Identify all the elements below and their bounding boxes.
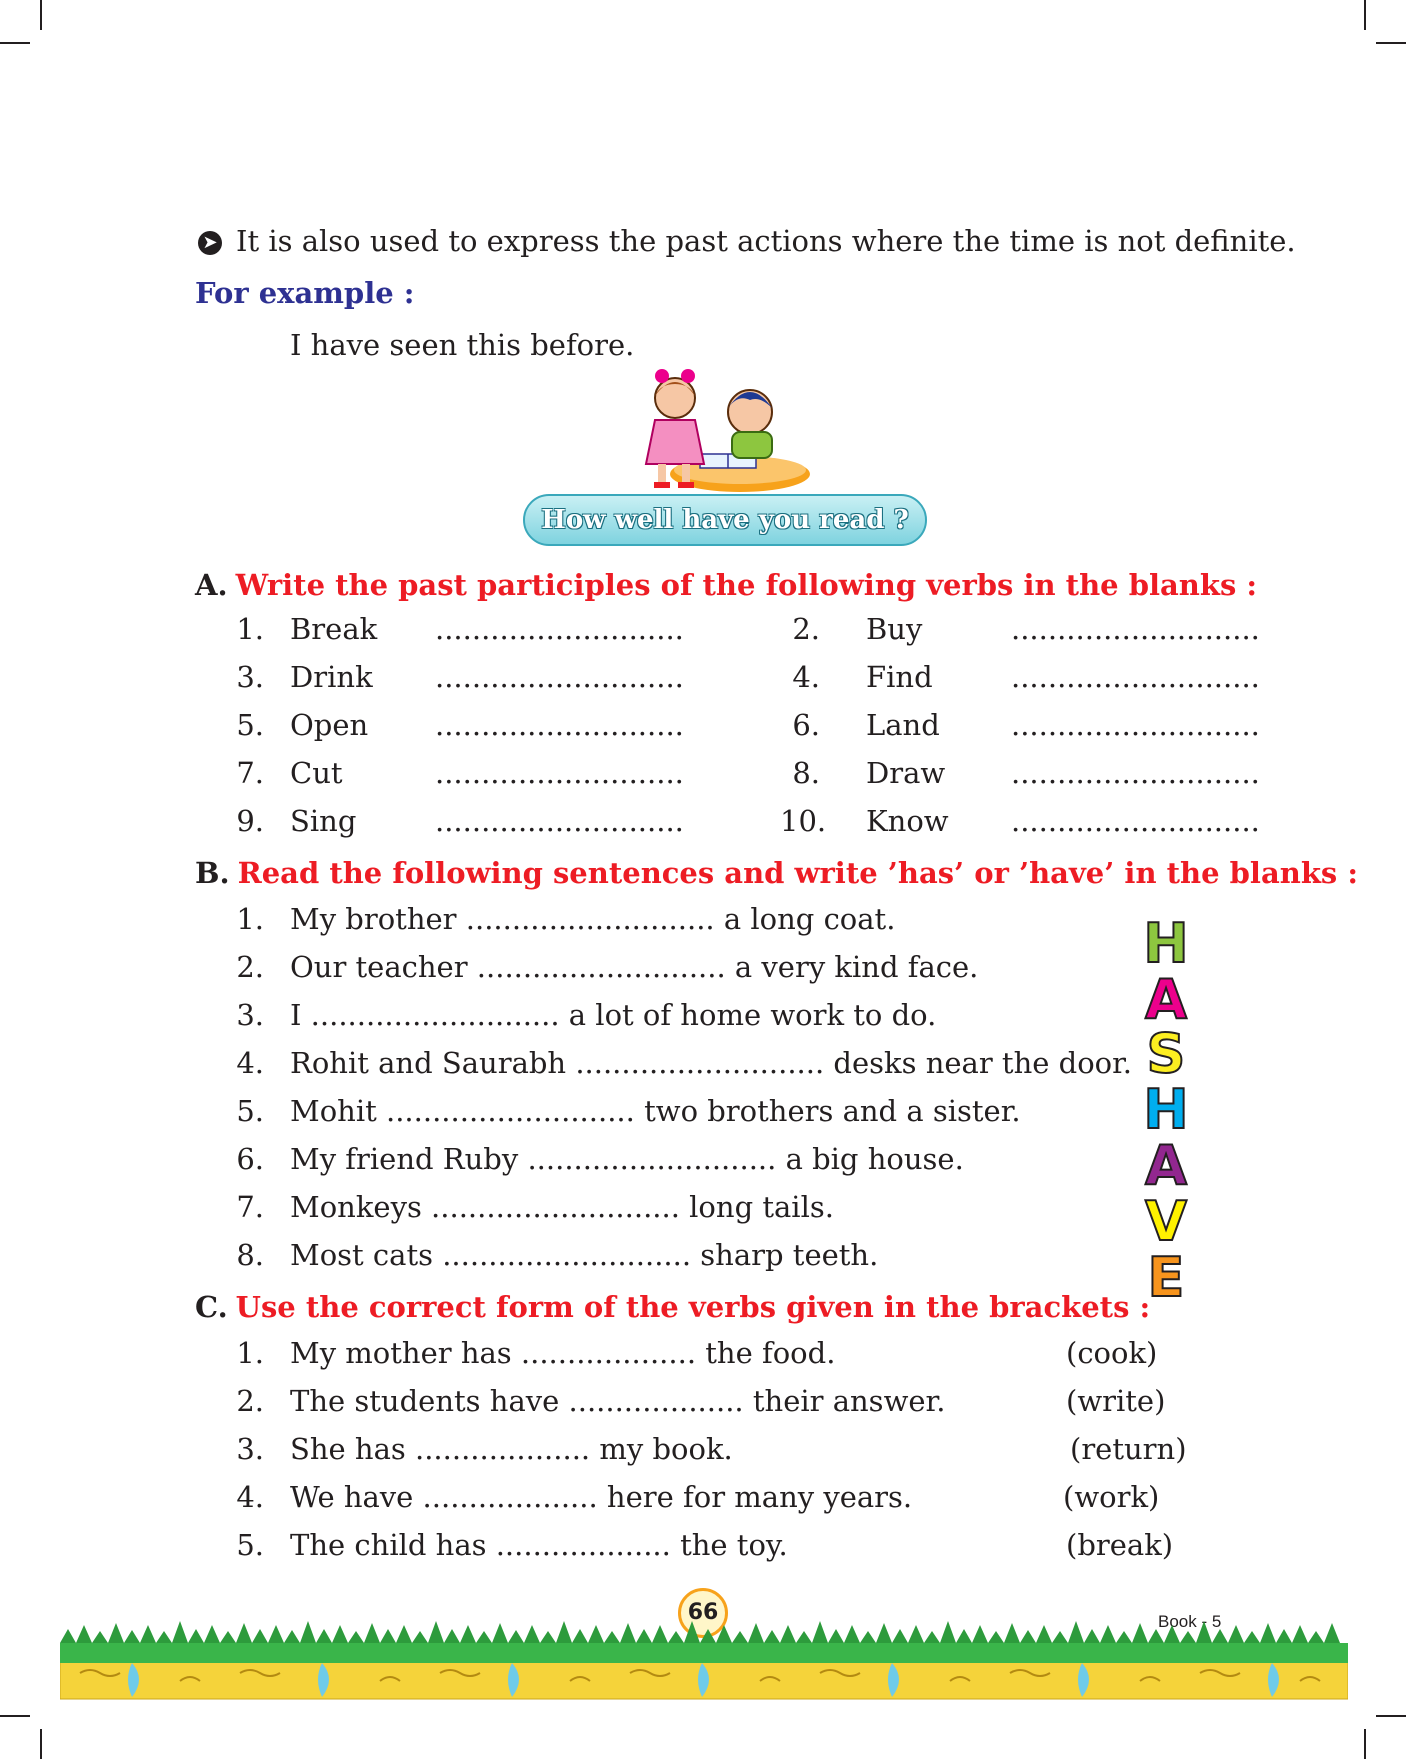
- letter-mark: H: [1143, 1078, 1189, 1141]
- crop-mark: [1376, 42, 1406, 44]
- answer-blank[interactable]: ...........................: [1011, 612, 1260, 646]
- has-have-letters-illustration: [1132, 910, 1202, 1310]
- quiz-banner: How well have you read ?: [523, 494, 927, 546]
- section-c-heading: [195, 1290, 1150, 1324]
- list-item: 9. Sing ........................... 10. Know ...........................: [236, 804, 1260, 838]
- section-b-heading: [195, 856, 1358, 890]
- list-item: 7. Cut ........................... 8. Draw ...........................: [236, 756, 1260, 790]
- letter-mark: V: [1145, 1190, 1187, 1253]
- crop-mark: [1376, 1715, 1406, 1717]
- example-sentence: I have seen this before.: [290, 328, 635, 362]
- page-number: 66: [678, 1588, 728, 1638]
- answer-blank[interactable]: ...........................: [435, 612, 684, 646]
- arrow-right-icon: ➤: [198, 231, 222, 255]
- crop-mark: [1364, 1729, 1366, 1759]
- footer-landscape-decoration: [60, 1615, 1348, 1700]
- letter-mark: H: [1143, 912, 1189, 975]
- section-c-title: Use the correct form of the verbs given in the brackets :: [235, 1290, 1151, 1324]
- answer-blank[interactable]: ...........................: [435, 756, 684, 790]
- list-item: 5. Open ........................... 6. Land ...........................: [236, 708, 1260, 742]
- for-example-label: For example :: [195, 276, 415, 310]
- kids-reading-illustration: [640, 368, 810, 494]
- list-item: 1. Break ........................... 2. Buy ...........................: [236, 612, 1260, 646]
- answer-blank[interactable]: ...........................: [1011, 708, 1260, 742]
- section-b-letter: B.: [195, 856, 230, 890]
- letter-mark: A: [1145, 1134, 1187, 1197]
- letter-mark: A: [1145, 968, 1187, 1031]
- answer-blank[interactable]: ...........................: [435, 660, 684, 694]
- crop-mark: [0, 42, 30, 44]
- intro-text: It is also used to express the past actions where the time is not definite.: [236, 224, 1296, 258]
- answer-blank[interactable]: ...........................: [435, 804, 684, 838]
- section-a-letter: A.: [195, 568, 228, 602]
- section-c-letter: C.: [195, 1290, 228, 1324]
- crop-mark: [40, 1729, 42, 1759]
- intro-paragraph: [198, 224, 1296, 258]
- answer-blank[interactable]: ...........................: [1011, 804, 1260, 838]
- list-item: 3. Drink ........................... 4. Find ...........................: [236, 660, 1260, 694]
- letter-mark: E: [1147, 1246, 1185, 1309]
- book-label: Book - 5: [1158, 1612, 1222, 1631]
- letter-mark: S: [1146, 1022, 1186, 1085]
- crop-mark: [1364, 0, 1366, 30]
- answer-blank[interactable]: ...........................: [1011, 660, 1260, 694]
- answer-blank[interactable]: ...........................: [435, 708, 684, 742]
- answer-blank[interactable]: ...........................: [1011, 756, 1260, 790]
- section-a-heading: [195, 568, 1257, 602]
- section-a-title: Write the past participles of the following verbs in the blanks :: [235, 568, 1258, 602]
- section-b-title: Read the following sentences and write ’has’ or ’have’ in the blanks :: [237, 856, 1359, 890]
- crop-mark: [40, 0, 42, 30]
- crop-mark: [0, 1715, 30, 1717]
